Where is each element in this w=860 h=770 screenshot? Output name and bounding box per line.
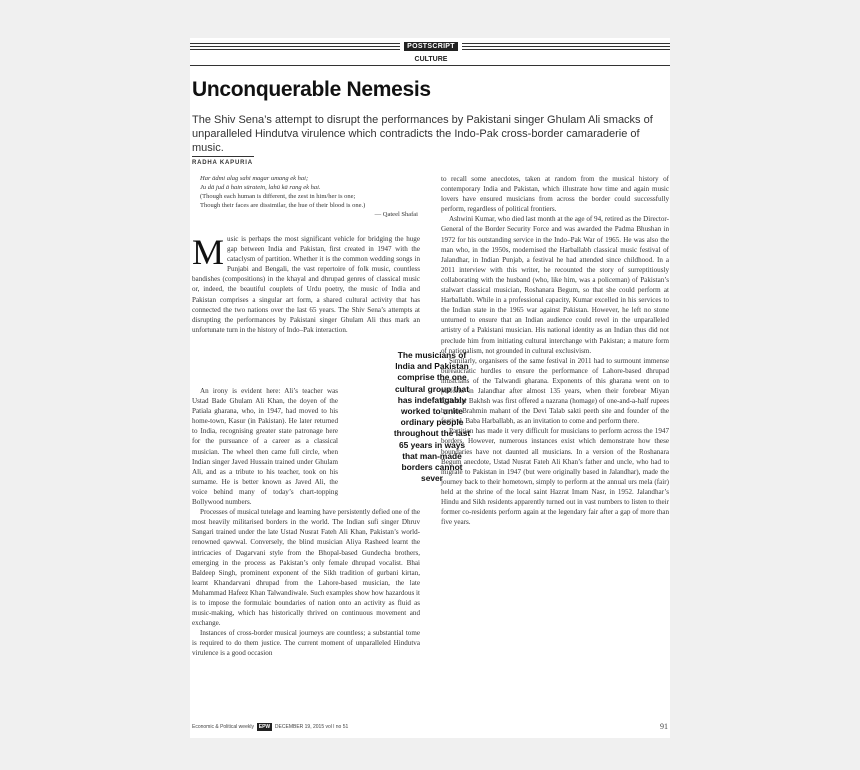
page-footer (192, 723, 668, 731)
pull-quote: The musicians of India and Pakistan comprise the one cultural group that has indefatigably worked to unite ordinary people throughout the last 65 years in ways that man-made borders cannot sever (393, 350, 471, 484)
paragraph: Partition has made it very difficult for musicians to perform across the 1947 borders. However, numerous instances exist which demonstrate how these boundaries have not daunted all musicians. In a version of the Roshanara Begum anecdote, Ustad Nusrat Fateh Ali Khan’s father and uncle, who had to migrate to Pakistan in 1947 (but were originally based in Jalandhar), made the journey back to their hometown, simply to perform at the annual urs mela (fair) held at the shrine of the local saint Hazrat Imam Nasr, in 1952. Jalandhar’s Hindu and Sikh residents apparently turned out in vast numbers to listen to their former co-residents perform again at the legendary fair after a gap of more than five years. (441, 427, 669, 527)
article-title: Unconquerable Nemesis (192, 78, 431, 101)
epigraph-line: Ju dā jud ā hain sūratein, lahū kā rang ek hai. (200, 184, 321, 191)
left-column-lower (192, 386, 420, 659)
epigraph (200, 174, 418, 219)
paragraph: Instances of cross-border musical journeys are countless; a substantial tome is required to do them justice. The current moment of unparalleled Hindutva virulence is a good occasion (192, 629, 420, 658)
epigraph-line: (Though each human is different, the zest in him/her is one; (200, 193, 356, 200)
epigraph-line: Har ādmi alag sahi magar umang ek hai; (200, 175, 309, 182)
page-number: 91 (660, 722, 668, 731)
article-page (190, 38, 670, 738)
journal-name: Economic & Political weekly (192, 724, 254, 730)
section-tag: POSTSCRIPT (404, 42, 458, 51)
paragraph: Processes of musical tutelage and learning have persistently defied one of the most heavily militarised borders in the world. The Indian sufi singer Dhruv Sangari trained under the late Ustad Nusrat Fateh Ali Khan, Pakistan’s world-renowned qawwal. Conversely, the blind musician Aliya Rasheed learnt the intricacies of Dagarvani style from the Bhopal-based Gundecha brothers, emerging in the process as Pakistan’s only female dhrupad vocalist. Bhai Baldeep Singh, prominent exponent of the Sikh tradition of gurbani kirtan, learnt Khandarvani dhrupad from the Lahore-based musician, the late Muhammad Hafeez Khan Talwandiwale. Such examples show how hazardous it is to impose the formulaic boundaries of nation onto an activity as fluid as music-making, which has historically thrived on continuous movement and exchange. (192, 508, 420, 628)
drop-cap: M (192, 232, 225, 272)
paragraph: to recall some anecdotes, taken at random from the musical history of contemporary India and Pakistan, which illustrate how time and again music lovers have ensured musicians from across the border could successfully perform, regardless of political frontiers. (441, 175, 669, 214)
author-name: RADHA KAPURIA (192, 160, 253, 166)
paragraph: Similarly, organisers of the same festival in 2011 had to surmount immense bureaucratic hurdles to ensure the performance of Lahore-based dhrupad musicians of the Talwandi gharana. Exponents of this gharana went on to perform in Jalandhar after almost 135 years, when their forebear Miyan Qalandar Bakhsh was first offered a nazrana (homage) of one-and-a-half rupees by the Brahmin mahant of the Devi Talab sakti peeth site and founder of the festival, Baba Harballabh, as an invitation to come and perform there. (441, 356, 669, 426)
paragraph: An irony is evident here: Ali’s teacher was Ustad Bade Ghulam Ali Khan, the doyen of the Patiala gharana, who, in 1947, had moved to his home-town, Kasur (in Pakistan). He later returned to India, recognising greater state patronage here for the pursuance of a career as a classical musician. The wheel then came full circle, when Indian singer Javed Hussain trained under Ghulam Ali, and as a tribute to his teacher, took on his surname. He is better known as Javed Ali, the voice behind many of today’s chart-topping Bollywood numbers. (192, 387, 338, 507)
left-column (192, 234, 420, 335)
category-rule (190, 65, 670, 66)
category-label: CULTURE (414, 56, 448, 63)
article-deck: The Shiv Sena’s attempt to disrupt the performances by Pakistani singer Ghulam Ali smacks of unparalleled Hindutva virulence which contradicts the Indo-Pak cross-border camaraderie of music. (192, 114, 653, 154)
paragraph-text: usic is perhaps the most significant vehicle for bridging the huge gap between India and Pakistan, first created in 1947 with the cataclysm of partition. Whether it is the common wedding songs in Punjabi and Bengali, the vast repertoire of folk music, countless bandishes (compositions) in the khayal and dhrupad genres of classical music or, indeed, the beautiful couplets of Urdu poetry, the music of India and Pakistan comprises a singular art form, a shared cultural activity that has connected the two nations over the last 65 years. The Shiv Sena’s attempts at disrupting the performances by Pakistani singer Ghulam Ali thus mark an unfortunate turn in the history of Indo–Pak interaction. (192, 235, 420, 334)
epw-badge: EPW (258, 724, 271, 730)
issue-info: DECEMBER 19, 2015 vol l no 51 (274, 724, 349, 730)
paragraph: Ashwini Kumar, who died last month at the age of 94, retired as the Director-General of the Border Security Force and was awarded the Padma Bhushan in 1972 for his outstanding service in the Indo–Pak War of 1965. He was also the man who, in the 1950s, modernised the Harballabh classical music festival of Jalandhar, in Indian Punjab, a festival he had attended since childhood. In a 2011 interview with this writer, he recounted the story of surreptitiously collaborating with the husband (who, like him, was a policeman) of Pakistan’s stalwart classical musician, Roshanara Begum, so that she could perform at Harballabh. While in a professional capacity, Kumar excelled in his services to the Indian state in the 1965 war against Pakistan. However, he left no stone unturned to ensure that an Indian audience could revel in the unparalleled artistry of a Pakistani musician. His national identity as an Indian thus did not preclude him from initiating cultural interchange with Pakistan; a mature form of nationalism, not grounded in cultural exclusivism. (441, 215, 669, 355)
paragraph (192, 234, 420, 335)
right-column (441, 174, 669, 527)
epigraph-line: Though their faces are dissimilar, the hue of their blood is one.) (200, 202, 366, 209)
author-rule (192, 156, 254, 157)
epigraph-citation: — Qateel Shafai (374, 211, 418, 218)
